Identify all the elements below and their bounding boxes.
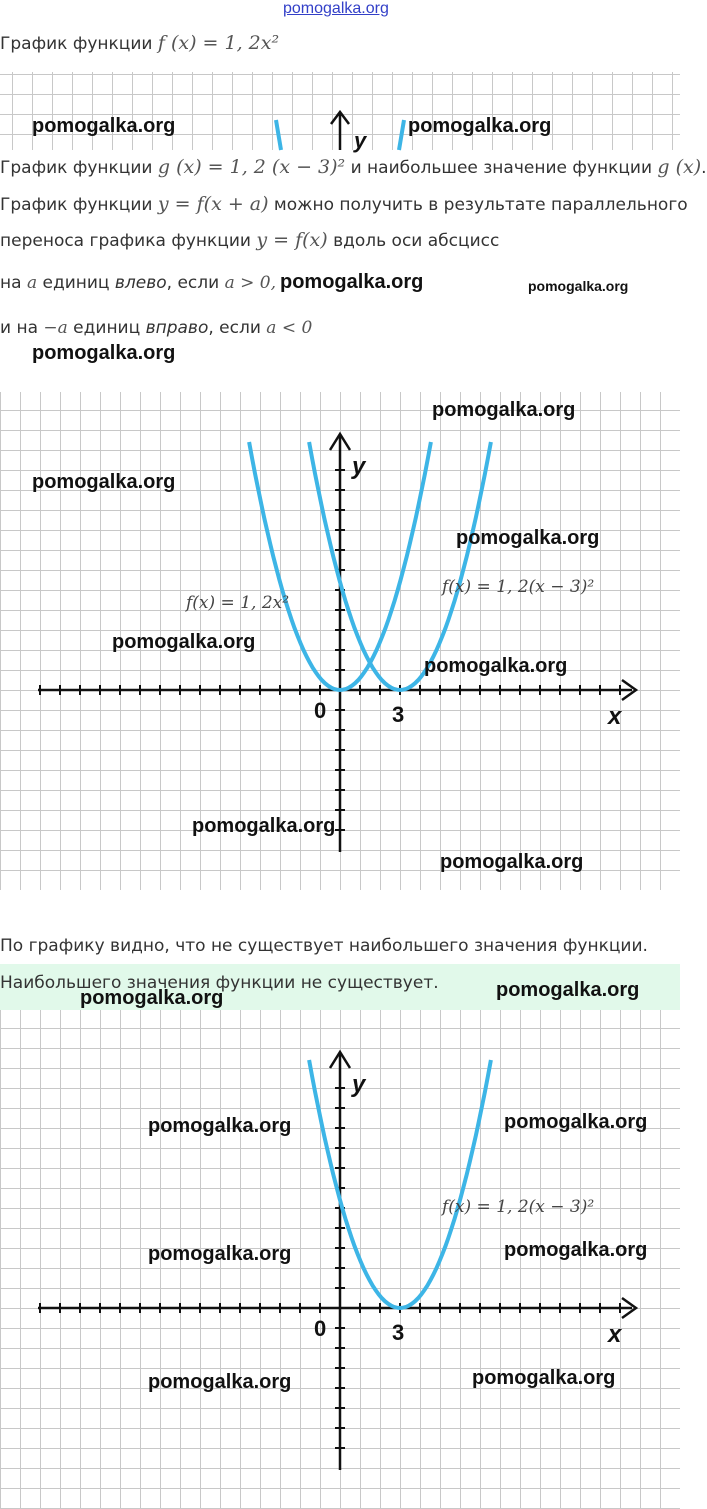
- text: .: [701, 158, 707, 178]
- text: и на: [0, 318, 44, 338]
- text: единиц: [67, 318, 146, 338]
- watermark: pomogalka.org: [504, 1239, 648, 1261]
- watermark: pomogalka.org: [112, 631, 256, 653]
- graph-1: [0, 392, 680, 890]
- text: можно получить в результате параллельного: [268, 195, 688, 215]
- text: График функции: [0, 34, 158, 54]
- formula: a > 0,: [224, 273, 277, 293]
- text-line-4: [0, 229, 499, 251]
- curve-label-g: f(x) = 1, 2(x − 3)²: [442, 1197, 595, 1217]
- text: переноса графика функции: [0, 231, 257, 251]
- formula: f (x) = 1, 2x²: [157, 32, 280, 54]
- parabola-curve: [309, 442, 491, 690]
- watermark: pomogalka.org: [504, 1111, 648, 1133]
- text-line-1: [0, 32, 279, 54]
- watermark: pomogalka.org: [280, 271, 424, 293]
- answer-text: Наибольшего значения функции не существует.: [0, 973, 439, 993]
- curve-label-g: f(x) = 1, 2(x − 3)²: [442, 577, 595, 597]
- x-axis-label: x: [608, 703, 622, 730]
- text-line-5: [0, 273, 276, 293]
- graph-strip-svg: [0, 72, 680, 153]
- formula: g (x) = 1, 2 (x − 3)²: [157, 156, 346, 178]
- formula: −a: [43, 318, 68, 338]
- watermark: pomogalka.org: [456, 527, 600, 549]
- formula: y = f(x + a): [157, 193, 269, 215]
- y-axis-label: y: [352, 453, 366, 480]
- formula: a < 0: [266, 318, 313, 338]
- text-line-3: [0, 193, 688, 215]
- text: График функции: [0, 158, 158, 178]
- watermark: pomogalka.org: [192, 815, 336, 837]
- conclusion-text: По графику видно, что не существует наибольшего значения функции.: [0, 936, 648, 956]
- text: , если: [166, 273, 225, 293]
- text: и наибольшее значение функции: [345, 158, 658, 178]
- watermark: pomogalka.org: [496, 979, 640, 1001]
- watermark: pomogalka.org: [408, 115, 552, 137]
- curve-fragment: [276, 120, 281, 150]
- text: График функции: [0, 195, 158, 215]
- formula: a: [26, 273, 38, 293]
- text: вдоль оси абсцисс: [327, 231, 500, 251]
- watermark: pomogalka.org: [148, 1371, 292, 1393]
- watermark: pomogalka.org: [472, 1367, 616, 1389]
- text: влево: [114, 273, 167, 293]
- watermark: pomogalka.org: [424, 655, 568, 677]
- y-axis-label: y: [354, 128, 367, 153]
- watermark: pomogalka.org: [528, 278, 629, 294]
- curve-fragment: [399, 120, 404, 150]
- watermark: pomogalka.org: [432, 399, 576, 421]
- origin-label: 0: [314, 698, 327, 723]
- text: единиц: [37, 273, 115, 293]
- watermark: pomogalka.org: [440, 851, 584, 873]
- curve-label-f: f(x) = 1, 2x²: [186, 593, 290, 613]
- tick-label-3: 3: [392, 702, 405, 727]
- y-axis-label: y: [352, 1071, 366, 1098]
- parabola-curve: [309, 1060, 491, 1308]
- text: , если: [208, 318, 267, 338]
- formula: g (x): [657, 156, 702, 178]
- x-axis-label: x: [608, 1321, 622, 1348]
- watermark-link[interactable]: pomogalka.org: [283, 0, 389, 17]
- origin-label: 0: [314, 1316, 327, 1341]
- tick-label-3: 3: [392, 1320, 405, 1345]
- watermark: pomogalka.org: [80, 987, 224, 1009]
- text-line-6: [0, 318, 312, 338]
- watermark: pomogalka.org: [32, 115, 176, 137]
- watermark: pomogalka.org: [32, 342, 176, 364]
- text-line-2: [0, 156, 707, 178]
- watermark: pomogalka.org: [148, 1115, 292, 1137]
- watermark: pomogalka.org: [148, 1243, 292, 1265]
- watermark: pomogalka.org: [32, 471, 176, 493]
- formula: y = f(x): [256, 229, 328, 251]
- text: на: [0, 273, 27, 293]
- y-axis-arrow: [331, 112, 349, 150]
- text: вправо: [145, 318, 209, 338]
